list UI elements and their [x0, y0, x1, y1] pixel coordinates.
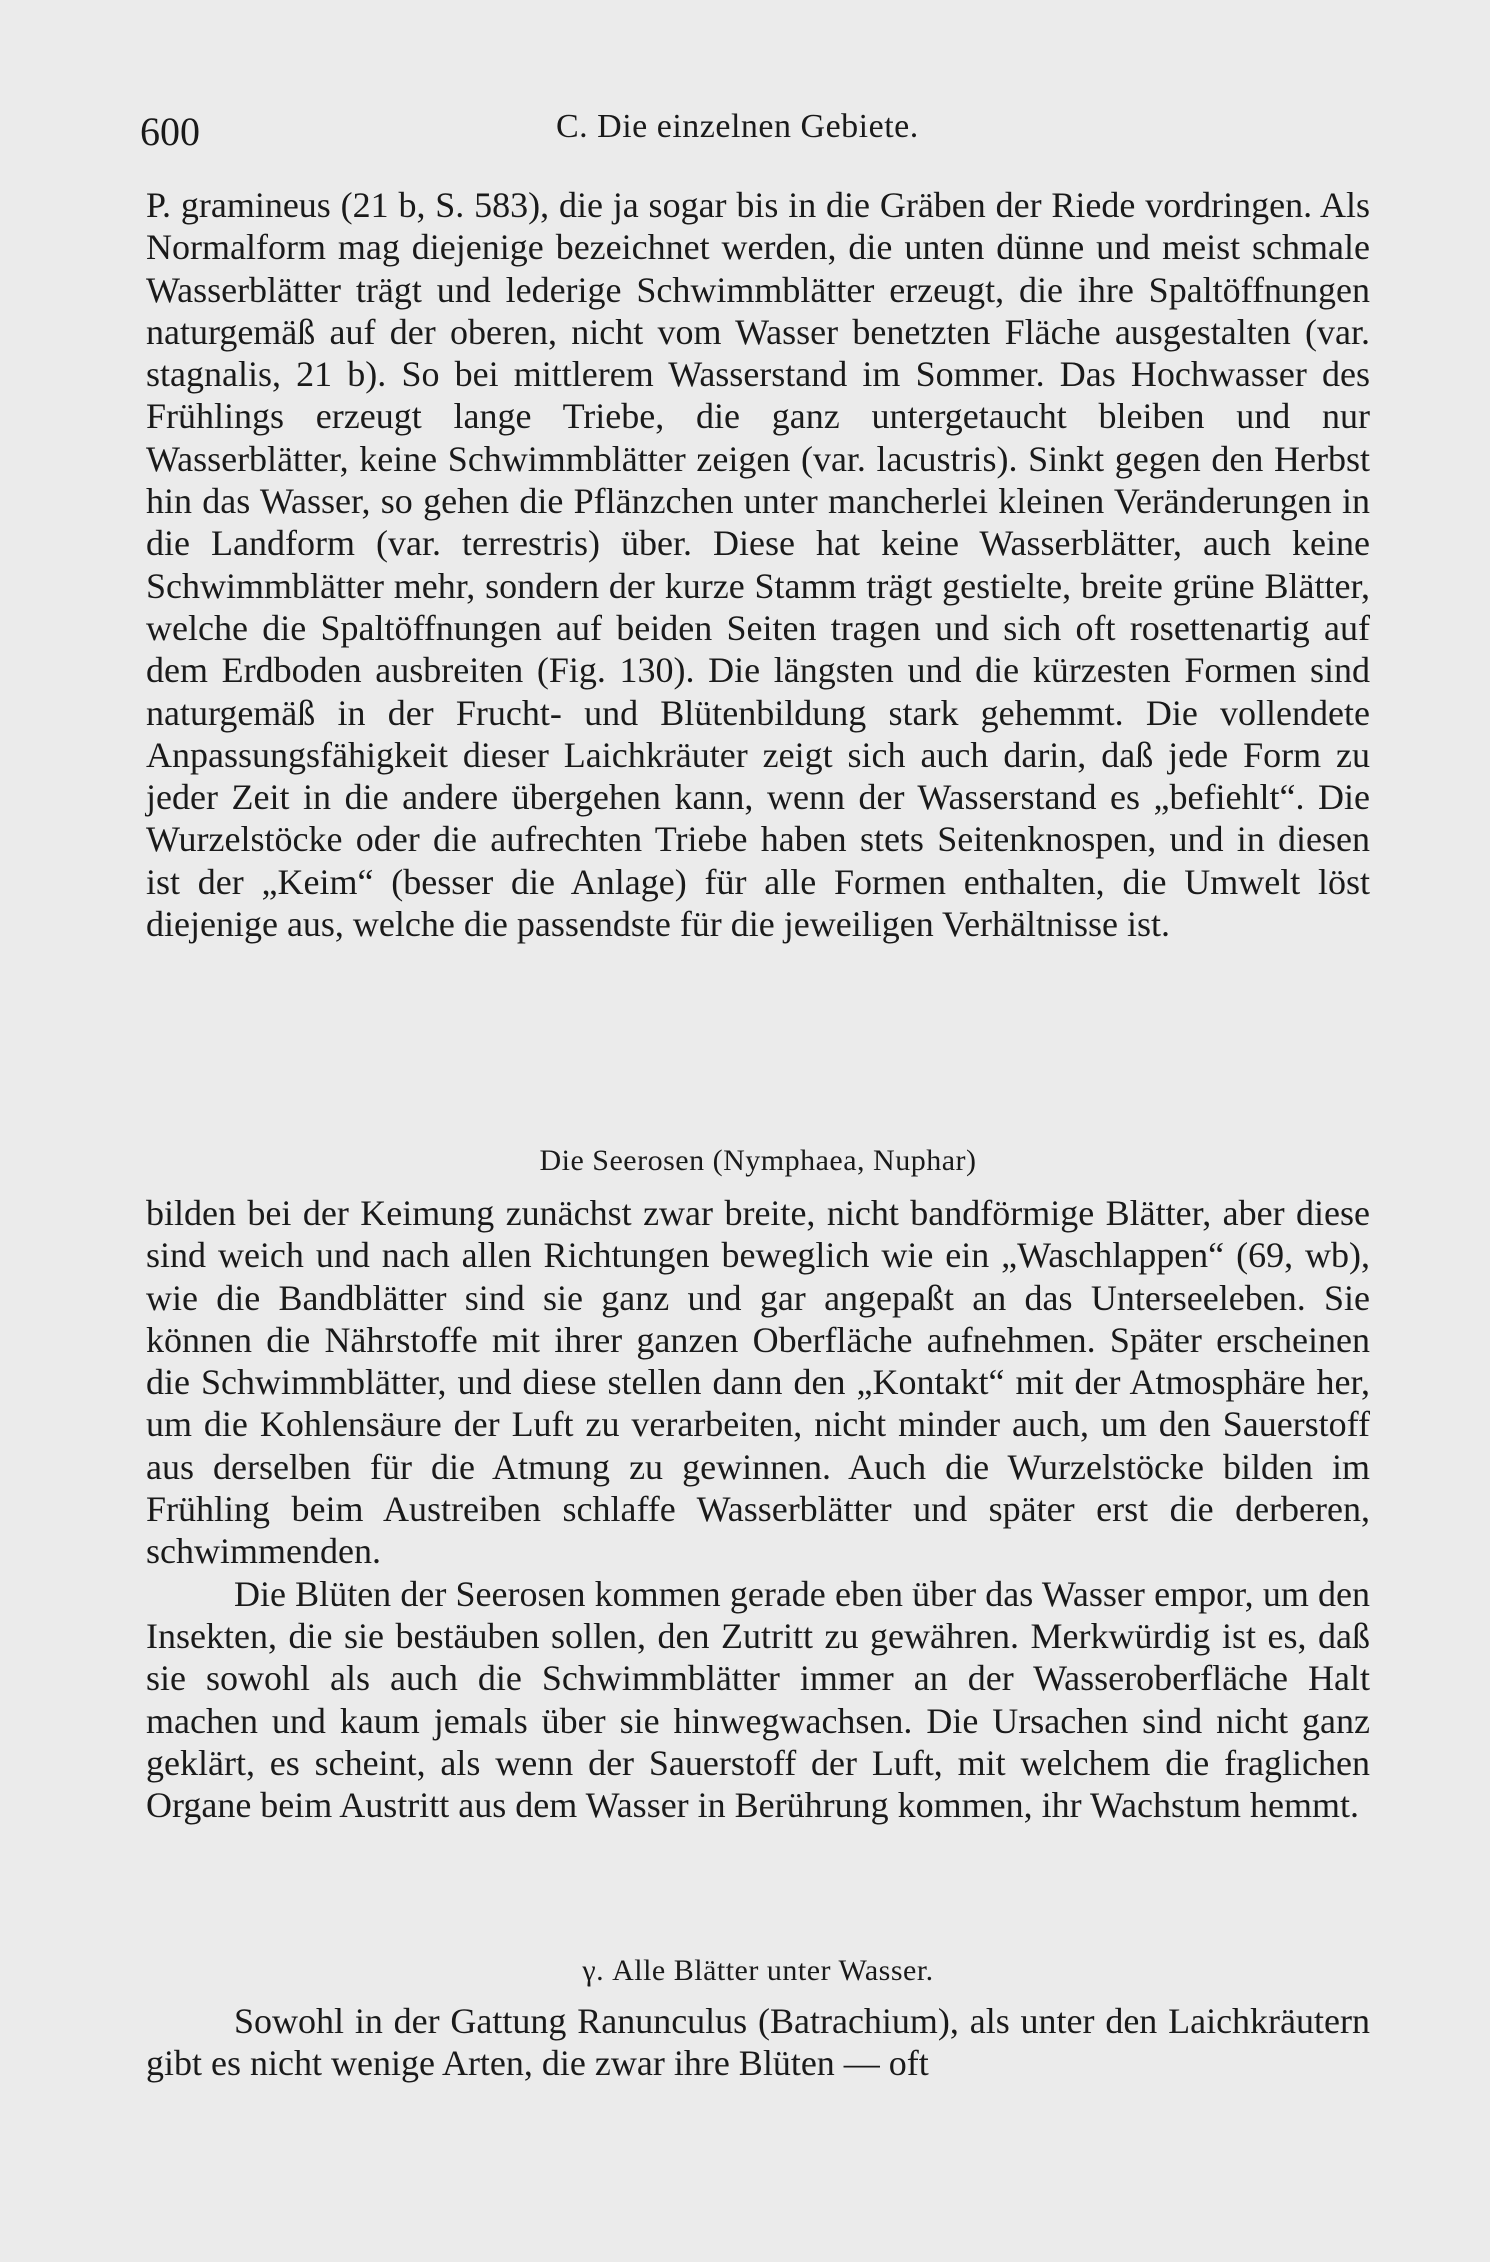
running-head: C. Die einzelnen Gebiete.	[556, 108, 919, 145]
paragraph-ranunculus: Sowohl in der Gattung Ranunculus (Batrachium), als unter den Laichkräutern gibt es nicht wenige Arten, die zwar ihre Blüten — oft	[146, 2001, 1370, 2084]
text-block-untergetaucht	[146, 2000, 1370, 2085]
section-heading-seerosen: Die Seerosen (Nymphaea, Nuphar)	[539, 1144, 977, 1177]
page-header	[140, 108, 1370, 158]
paragraph-laichkraut-forms: P. gramineus (21 b, S. 583), die ja sogar bis in die Gräben der Riede vordringen. Als Normalform mag diejenige bezeichnet werden, die unten dünne und meist schmale Wasserblätter trägt und lederige Schwimmblätter erzeugt, die ihre Spaltöffnungen naturgemäß auf der oberen, nicht vom Wasser benetzten Fläche ausgestalten (var. stagnalis, 21 b). So bei mittlerem Wasserstand im Sommer. Das Hochwasser des Frühlings erzeugt lange Triebe, die ganz untergetaucht bleiben und nur Wasserblätter, keine Schwimmblätter zeigen (var. lacustris). Sinkt gegen den Herbst hin das Wasser, so gehen die Pflänzchen unter mancherlei kleinen Veränderungen in die Landform (var. terrestris) über. Diese hat keine Wasserblätter, auch keine Schwimmblätter mehr, sondern der kurze Stamm trägt gestielte, breite grüne Blätter, welche die Spaltöffnungen auf beiden Seiten tragen und sich oft rosettenartig auf dem Erdboden ausbreiten (Fig. 130). Die längsten und die kürzesten Formen sind naturgemäß in der Frucht- und Blütenbildung stark gehemmt. Die vollendete Anpassungsfähigkeit dieser Laichkräuter zeigt sich auch darin, daß jede Form zu jeder Zeit in die andere übergehen kann, wenn der Wasserstand es „befiehlt“. Die Wurzelstöcke oder die aufrechten Triebe haben stets Seitenknospen, und in diesen ist der „Keim“ (besser die Anlage) für alle Formen enthalten, die Umwelt löst diejenige aus, welche die passendste für die jeweiligen Verhältnisse ist.	[146, 185, 1370, 945]
page-number: 600	[140, 109, 200, 154]
text-block-seerosen	[146, 1192, 1370, 1826]
section-heading-alle-blaetter: γ. Alle Blätter unter Wasser.	[582, 1954, 934, 1987]
paragraph-seerosen-blueten: Die Blüten der Seerosen kommen gerade eben über das Wasser empor, um den Insekten, die sie bestäuben sollen, den Zutritt zu gewähren. Merkwürdig ist es, daß sie sowohl als auch die Schwimmblätter immer an der Wasseroberfläche Halt machen und kaum jemals über sie hinwegwachsen. Die Ursachen sind nicht ganz geklärt, es scheint, als wenn der Sauerstoff der Luft, mit welchem die fraglichen Organe beim Austritt aus dem Wasser in Berührung kommen, ihr Wachstum hemmt.	[146, 1573, 1370, 1826]
text-block-potamogeton	[146, 184, 1370, 945]
paragraph-seerosen-keimung: bilden bei der Keimung zunächst zwar breite, nicht bandförmige Blätter, aber diese sind weich und nach allen Richtungen beweglich wie ein „Waschlappen“ (69, wb), wie die Bandblätter sind sie ganz und gar angepaßt an das Unterseeleben. Sie können die Nährstoffe mit ihrer ganzen Oberfläche aufnehmen. Später erscheinen die Schwimmblätter, und diese stellen dann den „Kontakt“ mit der Atmosphäre her, um die Kohlensäure der Luft zu verarbeiten, nicht minder auch, um den Sauerstoff aus derselben für die Atmung zu gewinnen. Auch die Wurzelstöcke bilden im Frühling beim Austreiben schlaffe Wasserblätter und später erst die derberen, schwimmenden.	[146, 1193, 1370, 1572]
